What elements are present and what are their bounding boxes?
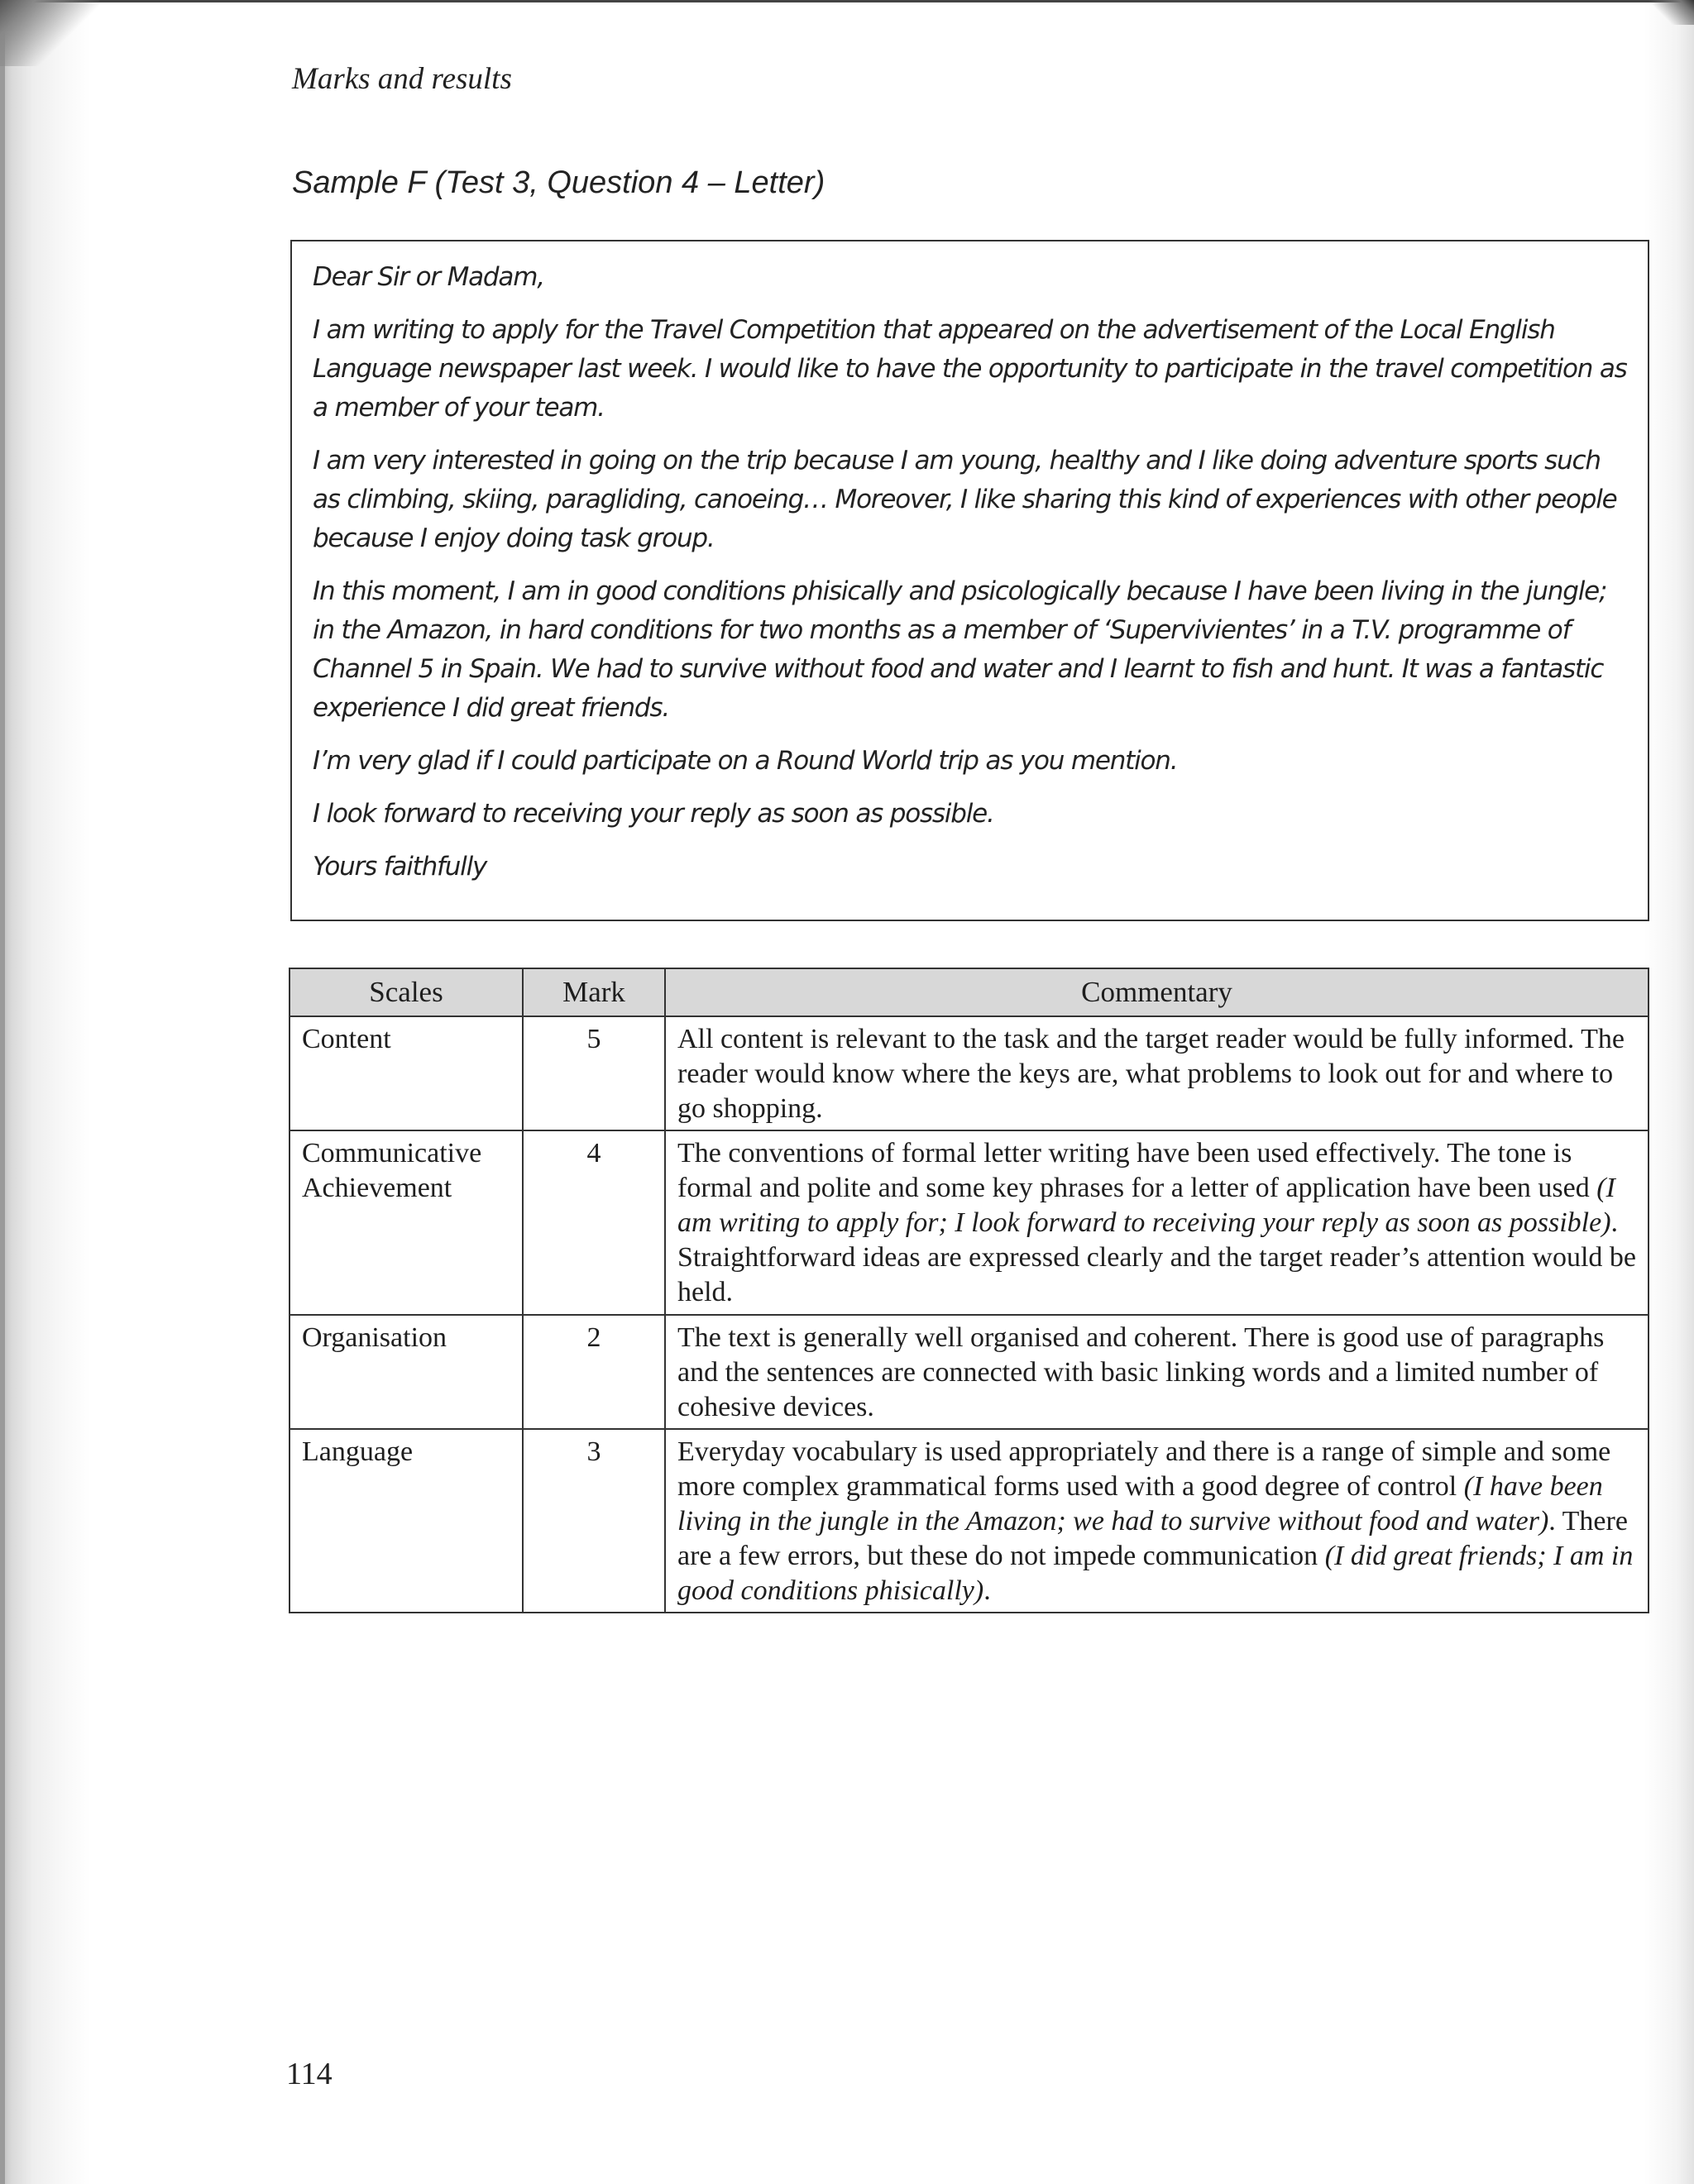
commentary-quote: (I am writing to apply for; I look forward to receiving your reply as soon as possible) [677, 1173, 1615, 1238]
table-row [290, 1429, 1649, 1613]
header-mark: Mark [523, 968, 665, 1016]
commentary-text: All content is relevant to the task and the target reader would be fully informed. The reader would know where the keys are, what problems to look out for and where to go shopping. [677, 1024, 1625, 1124]
table-row [290, 1130, 1649, 1315]
page-edge [0, 0, 5, 2184]
letter-paragraph: Dear Sir or Madam, [313, 262, 544, 292]
running-head: Marks and results [292, 62, 512, 96]
mark-cell: 5 [523, 1016, 665, 1130]
letter-paragraph: I look forward to receiving your reply as soon as possible. [313, 799, 994, 829]
scan-corner-shadow [1628, 0, 1694, 25]
letter-paragraph: I’m very glad if I could participate on a Round World trip as you mention. [313, 746, 1178, 776]
commentary-quote: (I have been living in the jungle in the Amazon; we had to survive without food and water) [677, 1471, 1603, 1536]
page-binding-shadow [0, 0, 91, 2184]
header-scales: Scales [290, 968, 523, 1016]
page-number: 114 [286, 2057, 333, 2091]
commentary-cell [665, 1130, 1649, 1315]
header-commentary: Commentary [665, 968, 1649, 1016]
mark-cell: 4 [523, 1130, 665, 1315]
commentary-text: . [983, 1575, 991, 1606]
sample-title: Sample F (Test 3, Question 4 – Letter) [292, 165, 825, 200]
commentary-quote: (I did great friends; I am in good conditions phisically) [677, 1541, 1634, 1606]
mark-cell: 3 [523, 1429, 665, 1613]
commentary-cell [665, 1429, 1649, 1613]
scale-cell: Organisation [290, 1315, 523, 1429]
table-row [290, 1315, 1649, 1429]
letter-paragraph: In this moment, I am in good conditions phisically and psicologically because I have been living in the jungle; in the Amazon, in hard conditions for two months as a member of ‘Supervivientes’ in a T.V. programme of Channel 5 in Spain. We had to survive without food and water and I learnt to fish and hunt. It was a fantastic experience I did great friends. [313, 576, 1607, 723]
commentary-text: . Straightforward ideas are expressed clearly and the target reader’s attention would be held. [677, 1207, 1637, 1307]
commentary-text: . There are a few errors, but these do not impede communication [677, 1506, 1628, 1571]
commentary-text: The conventions of formal letter writing have been used effectively. The tone is formal and polite and some key phrases for a letter of application have been used [677, 1138, 1597, 1203]
commentary-cell [665, 1315, 1649, 1429]
letter-paragraph: I am writing to apply for the Travel Competition that appeared on the advertisement of the Local English Language newspaper last week. I would like to have the opportunity to participate in the travel competition as a member of your team. [313, 315, 1627, 423]
table-header-row [290, 968, 1649, 1016]
mark-cell: 2 [523, 1315, 665, 1429]
commentary-text: The text is generally well organised and coherent. There is good use of paragraphs and the sentences are connected with basic linking words and a limited number of cohesive devices. [677, 1322, 1605, 1422]
table-row [290, 1016, 1649, 1130]
scale-cell: Language [290, 1429, 523, 1613]
page-top-edge [0, 0, 1694, 2]
page-right-shadow [1644, 0, 1694, 2184]
scale-cell: Communicative Achievement [290, 1130, 523, 1315]
scan-corner-shadow [0, 0, 99, 66]
letter-sign-off: Yours faithfully [313, 852, 487, 882]
commentary-text: Everyday vocabulary is used appropriately and there is a range of simple and some more complex grammatical forms used with a good degree of control [677, 1436, 1611, 1502]
marks-table [289, 968, 1649, 1613]
scale-cell: Content [290, 1016, 523, 1130]
letter-text [313, 258, 1628, 901]
letter-paragraph: I am very interested in going on the trip because I am young, healthy and I like doing adventure sports such as climbing, skiing, paragliding, canoeing… Moreover, I like sharing this kind of experiences with other people because I enjoy doing task group. [313, 446, 1617, 553]
commentary-cell [665, 1016, 1649, 1130]
